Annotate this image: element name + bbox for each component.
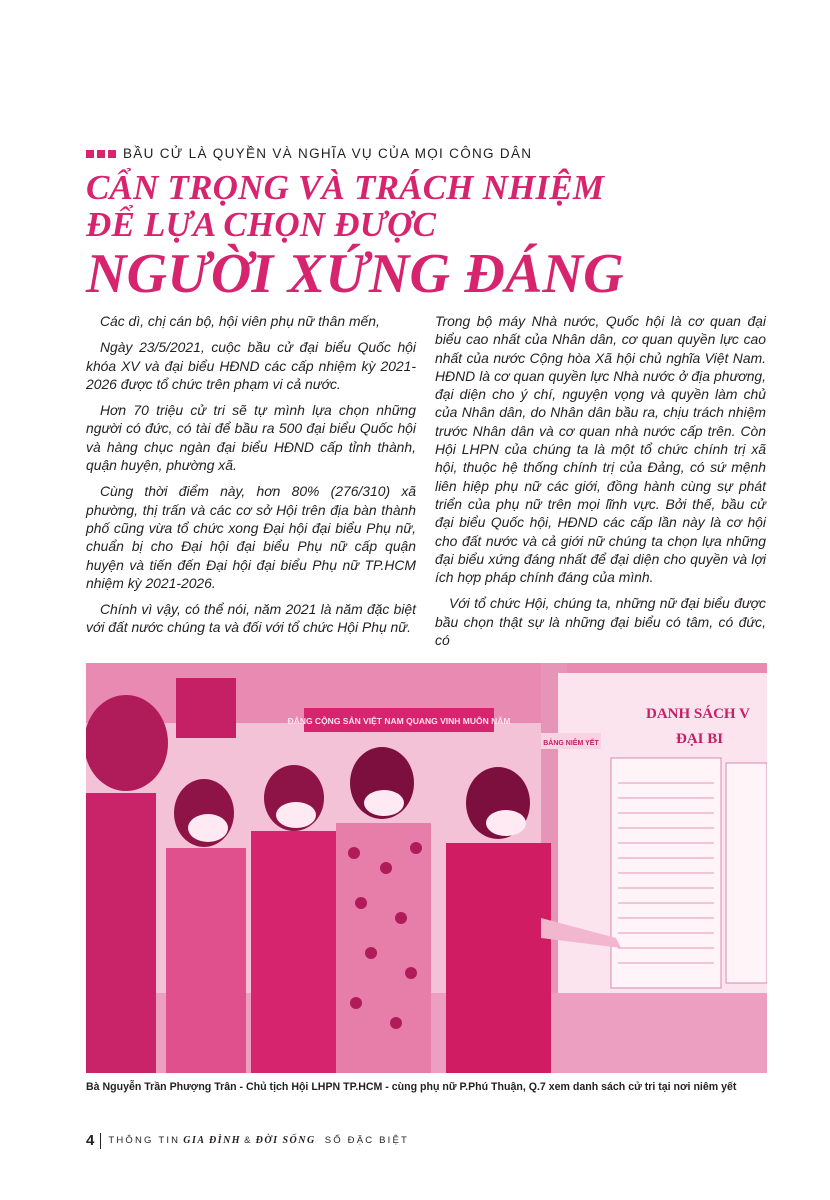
page-footer [86, 1132, 409, 1149]
sign-text: BẢNG NIÊM YẾT [543, 740, 599, 747]
headline-line-1: CẨN TRỌNG VÀ TRÁCH NHIỆM [86, 168, 605, 207]
photo-illustration [86, 663, 767, 1073]
board-heading-1: DANH SÁCH V [646, 706, 750, 722]
paragraph: Hơn 70 triệu cử tri sẽ tự mình lựa chọn những người có đức, có tài để bầu ra 500 đại biểu Quốc hội và hàng chục ngàn đại biểu HĐND cấp tỉnh thành, quận huyện, phường xã. [86, 402, 416, 474]
page-number: 4 [86, 1132, 95, 1149]
paragraph: Chính vì vậy, có thể nói, năm 2021 là năm đặc biệt với đất nước chúng ta và đối với tổ chức Hội Phụ nữ. [86, 601, 416, 636]
paragraph: Cùng thời điểm này, hơn 80% (276/310) xã phường, thị trấn và các cơ sở Hội trên địa bàn thành phố cũng vừa tổ chức xong Đại hội đại biểu Phụ nữ, chuẩn bị cho Đại hội đại biểu Phụ nữ cấp quận huyện và tiến đến Đại hội đại biểu Phụ nữ TP.HCM nhiệm kỳ 2021-2026. [86, 483, 416, 591]
section-kicker [86, 146, 786, 161]
article-column-right [435, 312, 766, 657]
kicker-square-icon [97, 150, 105, 158]
footer-divider [100, 1133, 101, 1149]
footer-label-1: THÔNG TIN [108, 1135, 181, 1146]
paragraph: Ngày 23/5/2021, cuộc bầu cử đại biểu Quốc hội khóa XV và đại biểu HĐND các cấp nhiệm kỳ 2021-2026 được tổ chức trên phạm vi cả nước. [86, 339, 416, 392]
article-column-left [86, 312, 416, 645]
paragraph: Với tổ chức Hội, chúng ta, những nữ đại biểu được bầu chọn thật sự là những đại biểu có tâm, có đức, có [435, 595, 766, 649]
photo-caption: Bà Nguyễn Trần Phượng Trân - Chủ tịch Hội LHPN TP.HCM - cùng phụ nữ P.Phú Thuận, Q.7 xem danh sách cử tri tại nơi niêm yết [86, 1081, 737, 1093]
banner-text: ĐẢNG CỘNG SẢN VIỆT NAM QUANG VINH MUÔN NĂM [287, 716, 511, 726]
kicker-square-icon [108, 150, 116, 158]
paragraph: Các dì, chị cán bộ, hội viên phụ nữ thân mến, [100, 313, 380, 329]
headline-line-2: ĐỂ LỰA CHỌN ĐƯỢC [86, 205, 437, 244]
headline-line-3: NGƯỜI XỨNG ĐÁNG [86, 243, 624, 305]
paragraph: Trong bộ máy Nhà nước, Quốc hội là cơ quan đại biểu cao nhất của Nhân dân, cơ quan quyền lực cao nhất của nước Cộng hòa Xã hội chủ nghĩa Việt Nam. HĐND là cơ quan quyền lực Nhà nước ở địa phương, đại diện cho ý chí, nguyện vọng và quyền làm chủ của Nhân dân, do Nhân dân bầu ra, chịu trách nhiệm trước Nhân dân và cơ quan nhà nước cấp trên. Còn Hội LHPN của chúng ta là một tổ chức chính trị xã hội, thuộc hệ thống chính trị của Đảng, có sứ mệnh liên hiệp phụ nữ các giới, đồng hành cùng sự phát triển của phụ nữ trên mọi lĩnh vực. Bởi thế, bầu cử đại biểu Quốc hội, HĐND các cấp lần này là cơ hội cho đất nước và cả giới nữ chúng ta chọn lựa những đại biểu xứng đáng nhất để đại diện cho quyền và lợi ích hợp pháp chính đáng của mình. [435, 313, 766, 586]
article-photo [86, 663, 767, 1073]
footer-ampersand: & [244, 1135, 253, 1146]
kicker-square-icon [86, 150, 94, 158]
footer-label-3: ĐỜI SỐNG [255, 1135, 316, 1146]
footer-label-2: GIA ĐÌNH [183, 1135, 242, 1146]
footer-label-4: SỐ ĐẶC BIỆT [324, 1135, 410, 1146]
board-heading-2: ĐẠI BI [676, 731, 724, 747]
kicker-text: BẦU CỬ LÀ QUYỀN VÀ NGHĨA VỤ CỦA MỌI CÔNG DÂN [123, 146, 533, 161]
